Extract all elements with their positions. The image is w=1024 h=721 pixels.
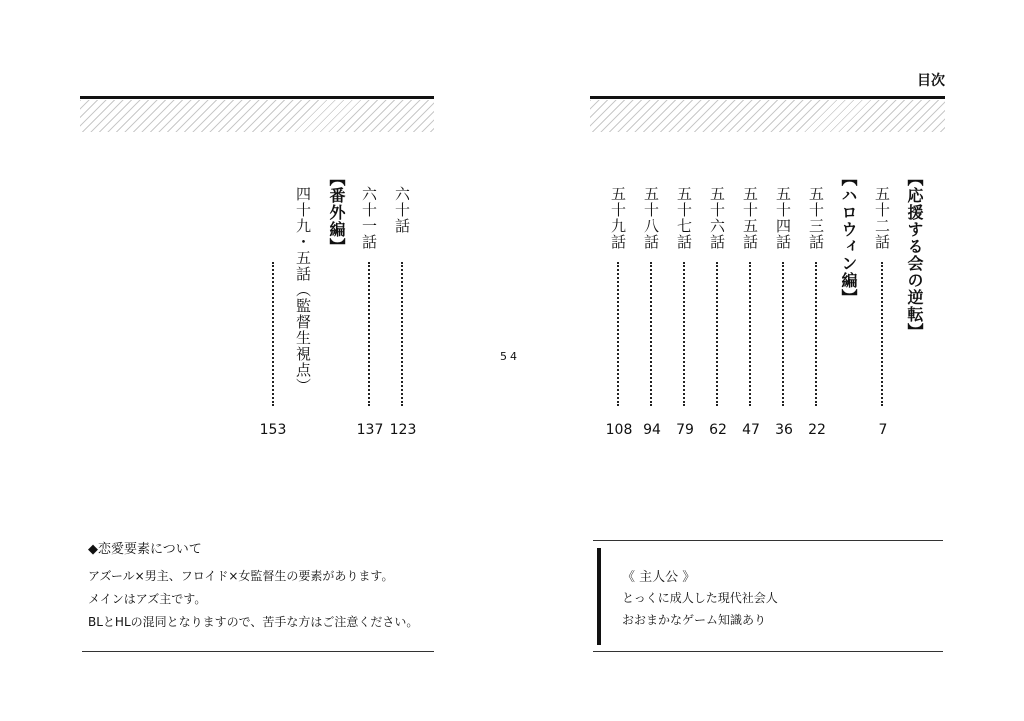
- left-note-line-3: BLとHLの混同となりますので、苦手な方はご注意ください。: [88, 615, 419, 629]
- toc-page-49-5: 153: [259, 422, 287, 438]
- toc-entry-title-60: 六十話: [393, 186, 411, 234]
- center-page-number: 54: [500, 350, 520, 363]
- toc-page-52: 7: [878, 422, 888, 438]
- toc-page-60: 123: [389, 422, 417, 438]
- section-heading-ouen: 【応援する会の逆転】: [905, 170, 924, 340]
- right-note-top-rule: [593, 540, 943, 541]
- toc-leader-56: [716, 262, 718, 406]
- left-hatch-band: [80, 100, 434, 132]
- page-title: 目次: [917, 73, 945, 89]
- toc-leader-53: [815, 262, 817, 406]
- toc-leader-55: [749, 262, 751, 406]
- toc-entry-title-49-5: 四十九・五話（監督生視点）: [294, 186, 312, 394]
- toc-leader-49-5: [272, 262, 274, 406]
- toc-leader-52: [881, 262, 883, 406]
- right-note-line-1: とっくに成人した現代社会人: [622, 591, 778, 605]
- toc-page-56: 62: [709, 422, 727, 438]
- right-note-accent-bar: [597, 548, 601, 645]
- section-heading-halloween: 【ハロウィン編】: [839, 170, 858, 306]
- toc-leader-54: [782, 262, 784, 406]
- toc-entry-title-52: 五十二話: [873, 186, 891, 250]
- toc-entry-title-58: 五十八話: [642, 186, 660, 250]
- toc-leader-57: [683, 262, 685, 406]
- toc-page-53: 22: [808, 422, 826, 438]
- right-note-title: 《 主人公 》: [622, 570, 696, 585]
- toc-leader-58: [650, 262, 652, 406]
- toc-entry-title-54: 五十四話: [774, 186, 792, 250]
- toc-entry-title-56: 五十六話: [708, 186, 726, 250]
- toc-leader-60: [401, 262, 403, 406]
- toc-page-61: 137: [356, 422, 384, 438]
- right-note-line-2: おおまかなゲーム知識あり: [622, 613, 767, 627]
- section-heading-bangai: 【番外編】: [327, 170, 346, 255]
- toc-page-57: 79: [676, 422, 694, 438]
- left-top-rule: [80, 96, 434, 99]
- toc-entry-title-55: 五十五話: [741, 186, 759, 250]
- right-top-rule: [590, 96, 945, 99]
- toc-entry-title-61: 六十一話: [360, 186, 378, 250]
- toc-page-55: 47: [742, 422, 760, 438]
- left-note-line-2: メインはアズ主です。: [88, 592, 207, 606]
- left-note-line-1: アズール×男主、フロイド×女監督生の要素があります。: [88, 569, 394, 583]
- toc-entry-title-53: 五十三話: [807, 186, 825, 250]
- right-note-bottom-rule: [593, 651, 943, 652]
- toc-leader-61: [368, 262, 370, 406]
- toc-page-58: 94: [643, 422, 661, 438]
- left-note-title: ◆恋愛要素について: [88, 542, 202, 557]
- toc-entry-title-59: 五十九話: [609, 186, 627, 250]
- toc-entry-title-57: 五十七話: [675, 186, 693, 250]
- left-note-bottom-rule: [82, 651, 434, 652]
- toc-page-59: 108: [605, 422, 633, 438]
- toc-leader-59: [617, 262, 619, 406]
- right-hatch-band: [590, 100, 945, 132]
- toc-page-54: 36: [775, 422, 793, 438]
